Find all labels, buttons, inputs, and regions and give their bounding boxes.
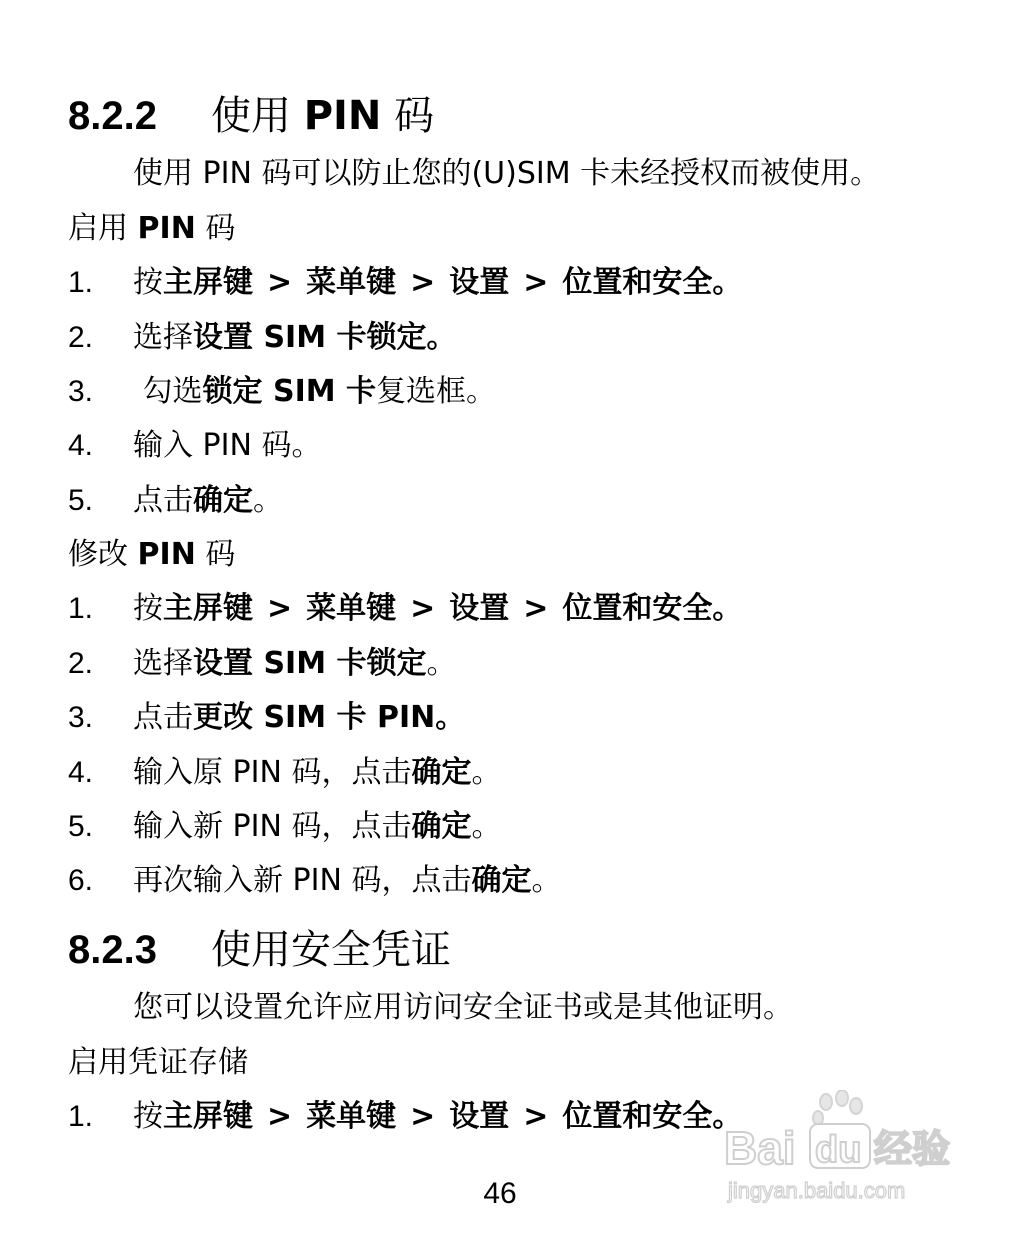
step-number: 3. — [68, 375, 94, 408]
arrow-separator: > — [267, 265, 293, 300]
step-bold-text: 位置和安全。 — [562, 1099, 743, 1134]
step-bold-text: 主屏键 — [163, 1099, 253, 1134]
step-bold-text: 设置 SIM 卡锁定 — [193, 646, 427, 681]
watermark-brand: Bai — [724, 1122, 796, 1174]
step-item — [68, 700, 465, 736]
step-number: 5. — [68, 484, 94, 517]
step-item — [68, 483, 283, 519]
arrow-separator: > — [267, 591, 293, 626]
subheading-text: 启用 — [68, 211, 138, 246]
step-bold-text: 菜单键 — [306, 1099, 397, 1134]
step-item — [68, 320, 457, 356]
step-text-suffix: 。 — [471, 809, 502, 844]
step-bold-text: 确定 — [471, 863, 532, 898]
step-bold-text: 设置 — [449, 265, 510, 300]
section-intro-8-2-2: 使用 PIN 码可以防止您的(U)SIM 卡未经授权而被使用。 — [133, 156, 881, 191]
step-item — [68, 265, 742, 301]
step-bold-text: 设置 — [449, 591, 510, 626]
step-text: 勾选 — [133, 374, 203, 409]
step-text: 选择 — [133, 320, 193, 355]
step-bold-text: 确定 — [411, 755, 472, 790]
watermark-brand-du: du — [815, 1129, 862, 1171]
step-bold-text: 主屏键 — [163, 591, 253, 626]
step-number: 5. — [68, 810, 94, 843]
step-text-suffix: 复选框。 — [376, 374, 497, 409]
subheading-pin: PIN — [137, 211, 196, 246]
section-title — [211, 93, 434, 139]
step-item — [68, 428, 321, 464]
section-title-pin: PIN — [303, 93, 382, 139]
subheading-pin: PIN — [137, 537, 196, 572]
subheading-suffix: 码 — [195, 211, 236, 246]
step-number: 1. — [68, 592, 94, 625]
step-bold-text: 位置和安全。 — [562, 265, 743, 300]
step-number: 4. — [68, 429, 94, 462]
step-bold-text: 菜单键 — [306, 591, 397, 626]
arrow-separator: > — [410, 591, 436, 626]
step-bold-text: 更改 SIM 卡 PIN。 — [193, 700, 466, 735]
section-title-suffix: 码 — [381, 93, 435, 139]
step-text: 输入 PIN 码。 — [133, 428, 322, 463]
step-text-suffix: 。 — [471, 755, 502, 790]
step-number: 1. — [68, 1100, 94, 1133]
step-number: 3. — [68, 701, 94, 734]
step-bold-text: 设置 — [449, 1099, 510, 1134]
step-item — [68, 646, 457, 682]
watermark-brand-cn: 经验 — [874, 1127, 951, 1171]
step-text-suffix: 。 — [253, 483, 283, 518]
step-bold-text: 菜单键 — [306, 265, 397, 300]
arrow-separator: > — [267, 1099, 293, 1134]
arrow-separator: > — [410, 1099, 436, 1134]
step-number: 2. — [68, 321, 94, 354]
step-number: 2. — [68, 647, 94, 680]
section-title: 使用安全凭证 — [211, 927, 451, 973]
section-heading-8-2-2 — [68, 92, 434, 140]
step-text: 输入原 PIN 码，点击 — [133, 755, 412, 790]
step-text: 按 — [133, 265, 163, 300]
step-item — [68, 863, 561, 899]
step-text: 点击 — [133, 483, 193, 518]
arrow-separator: > — [410, 265, 436, 300]
step-text: 按 — [133, 591, 163, 626]
arrow-separator: > — [523, 591, 549, 626]
section-number: 8.2.3 — [68, 928, 157, 972]
step-bold-text: 确定 — [193, 483, 253, 518]
subheading-enable-credentials: 启用凭证存储 — [68, 1045, 248, 1080]
watermark-url: jingyan.baidu.com — [728, 1178, 906, 1203]
baidu-watermark-logo — [718, 1090, 978, 1210]
step-number: 6. — [68, 864, 94, 897]
step-item — [68, 374, 496, 410]
step-text-suffix: 。 — [426, 646, 457, 681]
section-title-text: 使用 — [211, 93, 304, 139]
step-text: 按 — [133, 1099, 163, 1134]
step-number: 1. — [68, 266, 94, 299]
subheading-change-pin — [68, 537, 235, 573]
step-bold-text: 确定 — [411, 809, 472, 844]
step-item — [68, 755, 501, 791]
step-number: 4. — [68, 756, 94, 789]
section-intro-8-2-3: 您可以设置允许应用访问安全证书或是其他证明。 — [133, 990, 793, 1025]
page-number: 46 — [483, 1177, 517, 1210]
step-text: 再次输入新 PIN 码，点击 — [133, 863, 472, 898]
subheading-suffix: 码 — [195, 537, 236, 572]
step-text: 点击 — [133, 700, 193, 735]
section-number: 8.2.2 — [68, 94, 157, 138]
step-bold-text: 锁定 SIM 卡 — [202, 374, 377, 409]
arrow-separator: > — [523, 1099, 549, 1134]
subheading-enable-pin — [68, 211, 235, 247]
step-text-suffix: 。 — [531, 863, 562, 898]
step-item — [68, 809, 501, 845]
section-heading-8-2-3 — [68, 926, 451, 974]
step-bold-text: 设置 SIM 卡锁定。 — [193, 320, 457, 355]
step-item — [68, 1099, 742, 1135]
step-bold-text: 主屏键 — [163, 265, 253, 300]
subheading-text: 修改 — [68, 537, 138, 572]
step-text: 选择 — [133, 646, 193, 681]
step-item — [68, 591, 742, 627]
step-text: 输入新 PIN 码，点击 — [133, 809, 412, 844]
step-bold-text: 位置和安全。 — [562, 591, 743, 626]
arrow-separator: > — [523, 265, 549, 300]
